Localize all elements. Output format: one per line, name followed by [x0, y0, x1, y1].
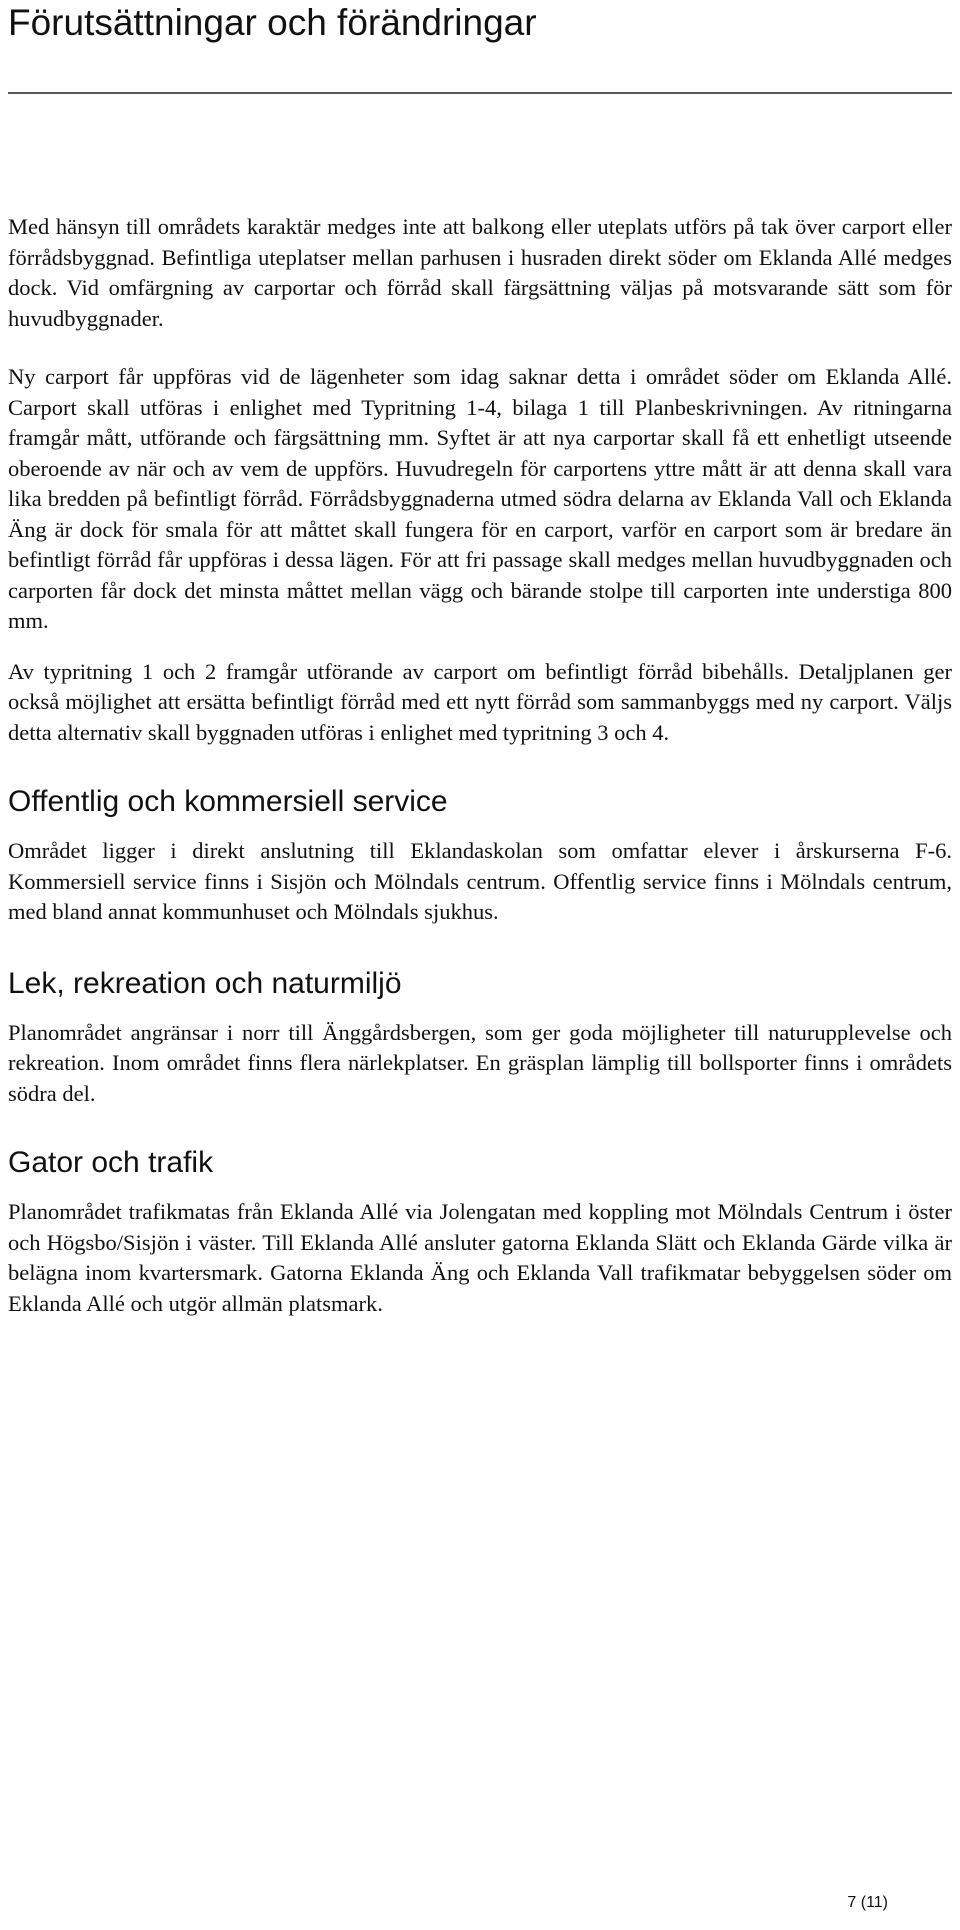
- paragraph-service: Området ligger i direkt anslutning till Eklandaskolan som omfattar elever i årskurserna F-6. Kommersiell service finns i Sisjön och Mölndals centrum. Offentlig service finns i Mölndals centrum, med bland annat kommunhuset och Mölndals sjukhus.: [8, 838, 952, 924]
- document-body: [8, 212, 952, 1319]
- page-number: 7 (11): [847, 1894, 888, 1911]
- section-heading-recreation: Lek, rekreation och naturmiljö: [8, 966, 402, 1000]
- paragraph-balcony-rules: Med hänsyn till områdets karaktär medges inte att balkong eller uteplats utförs på tak över carport eller förrådsbyggnad. Befintliga uteplatser mellan parhusen i husraden direkt söder om Eklanda Allé medges dock. Vid omfärgning av carportar och förråd skall färgsättning väljas på motsvarande sätt som för huvudbyggnader.: [8, 214, 952, 331]
- section-heading-service: Offentlig och kommersiell service: [8, 785, 448, 818]
- paragraph-recreation: Planområdet angränsar i norr till Änggårdsbergen, som ger goda möjligheter till naturupplevelse och rekreation. Inom området finns flera närlekplatser. En gräsplan lämplig till bollsporter finns i områdets södra del.: [8, 1019, 952, 1106]
- page-header: [8, 0, 952, 94]
- page-title: Förutsättningar och förändringar: [8, 2, 537, 43]
- section-heading-traffic: Gator och trafik: [8, 1146, 214, 1179]
- paragraph-typritning: Av typritning 1 och 2 framgår utförande av carport om befintligt förråd bibehålls. Detaljplanen ger också möjlighet att ersätta befintligt förråd med ett nytt förråd som sammanbyggs med ny carport. Väljs detta alternativ skall byggnaden utföras i enlighet med typritning 3 och 4.: [8, 658, 952, 745]
- paragraph-new-carport: Ny carport får uppföras vid de lägenheter som idag saknar detta i området söder om Eklanda Allé. Carport skall utföras i enlighet med Typritning 1-4, bilaga 1 till Planbeskrivningen. Av ritningarna framgår mått, utförande och färgsättning mm. Syftet är att nya carportar skall få ett enhetligt utseende oberoende av när och av vem de uppförs. Huvudregeln för carportens yttre mått är att denna skall vara lika bredden på befintligt förråd. Förrådsbyggnaderna utmed södra delarna av Eklanda Vall och Eklanda Äng är dock för smala för att måttet skall fungera för en carport, varför en carport som är bredare än befintligt förråd får uppföras i dessa lägen. För att fri passage skall medges mellan huvudbyggnaden och carporten får dock det minsta måttet mellan vägg och bärande stolpe till carporten inte understiga 800 mm.: [8, 364, 952, 633]
- paragraph-traffic: Planområdet trafikmatas från Eklanda Allé via Jolengatan med koppling mot Mölndals Centrum i öster och Högsbo/Sisjön i väster. Till Eklanda Allé ansluter gatorna Eklanda Slätt och Eklanda Gärde vilka är belägna inom kvartersmark. Gatorna Eklanda Äng och Eklanda Vall trafikmatar bebyggelsen söder om Eklanda Allé och utgör allmän platsmark.: [8, 1199, 952, 1316]
